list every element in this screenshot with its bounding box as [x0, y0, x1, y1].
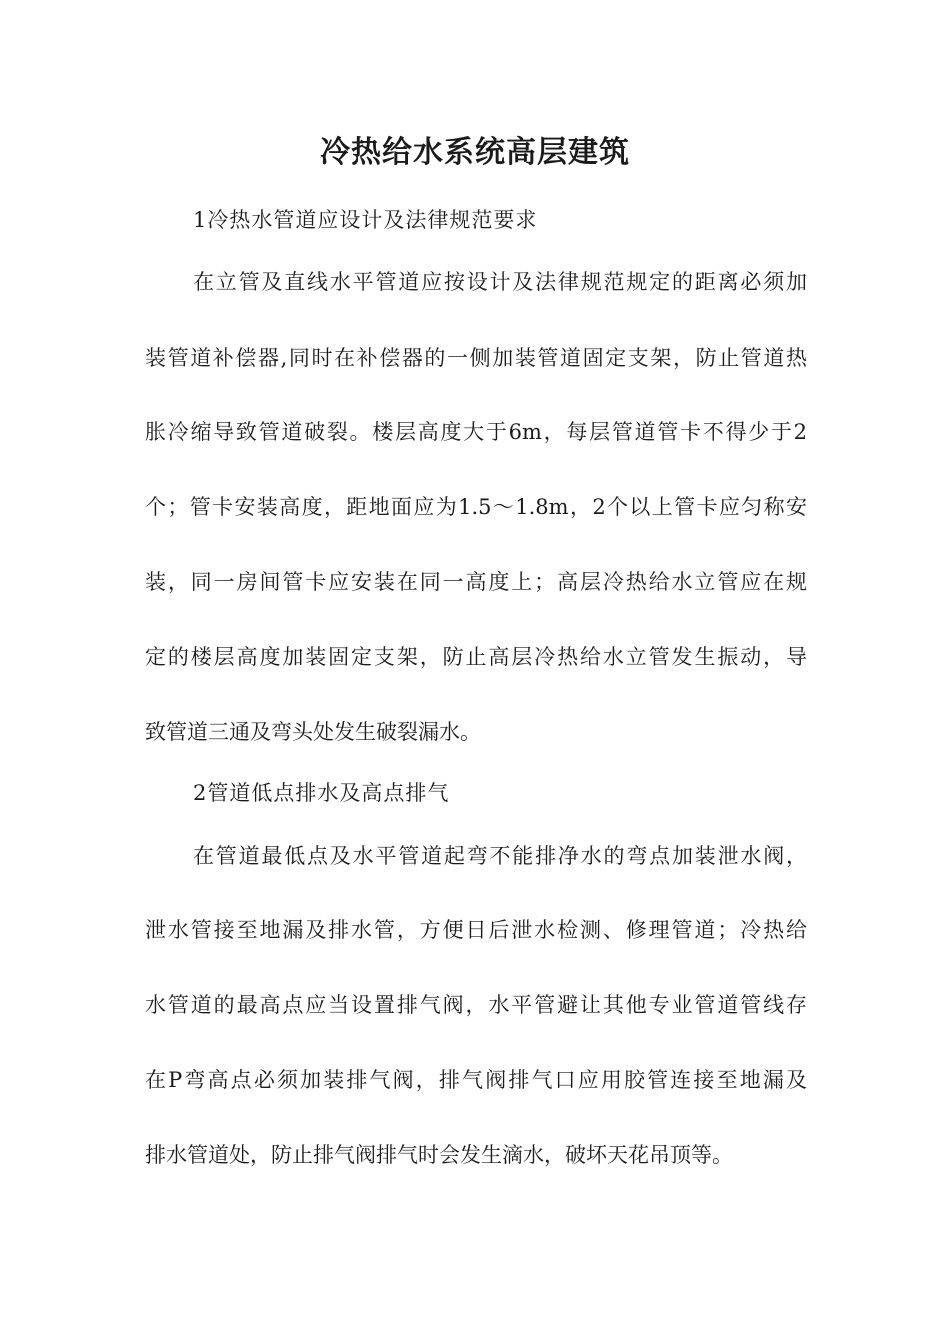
paragraph-line: 泄水管接至地漏及排水管，方便日后泄水检测、修理管道；冷热给	[145, 918, 807, 942]
paragraph-line: 在管道最低点及水平管道起弯不能排净水的弯点加装泄水阀，	[193, 844, 807, 868]
paragraph-line: 装管道补偿器,同时在补偿器的一侧加装管道固定支架，防止管道热	[145, 346, 807, 370]
paragraph-line: 在立管及直线水平管道应按设计及法律规范规定的距离必须加	[193, 270, 807, 294]
paragraph-line: 在P弯高点必须加装排气阀，排气阀排气口应用胶管连接至地漏及	[145, 1068, 807, 1092]
paragraph-line: 胀冷缩导致管道破裂。楼层高度大于6m，每层管道管卡不得少于2	[145, 420, 807, 444]
paragraph-line: 定的楼层高度加装固定支架，防止高层冷热给水立管发生振动，导	[145, 645, 807, 669]
paragraph-line: 排水管道处，防止排气阀排气时会发生滴水，破坏天花吊顶等。	[145, 1143, 733, 1167]
paragraph-line: 水管道的最高点应当设置排气阀，水平管避让其他专业管道管线存	[145, 993, 807, 1017]
paragraph-line: 装，同一房间管卡应安装在同一高度上；高层冷热给水立管应在规	[145, 570, 807, 594]
paragraph-line: 个；管卡安装高度，距地面应为1.5～1.8m，2个以上管卡应匀称安	[145, 495, 807, 519]
document-title: 冷热给水系统高层建筑	[320, 135, 630, 170]
section-heading-1: 1冷热水管道应设计及法律规范要求	[193, 208, 538, 232]
section-heading-2: 2管道低点排水及高点排气	[193, 781, 450, 805]
paragraph-line: 致管道三通及弯头处发生破裂漏水。	[145, 720, 481, 744]
